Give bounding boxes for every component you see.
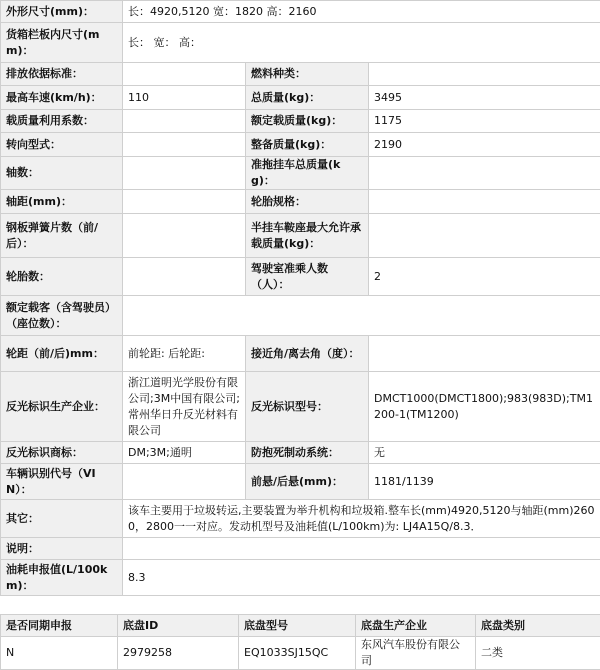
outline-dimensions-label: 外形尺寸(mm)： [1, 1, 123, 23]
wheelbase-value [123, 190, 246, 214]
chassis-header-cell: 底盘生产企业 [356, 615, 476, 637]
trailer-mass-value [369, 157, 600, 190]
note-value [123, 538, 600, 560]
reflector-brand-value: DM;3M;通明 [123, 442, 246, 464]
curb-mass-label: 整备质量(kg)： [246, 133, 369, 157]
chassis-header-cell: 底盘ID [118, 615, 239, 637]
saddle-load-label: 半挂车鞍座最大允许承载质量(kg)： [246, 214, 369, 258]
tire-count-value [123, 258, 246, 296]
tire-spec-label: 轮胎规格： [246, 190, 369, 214]
chassis-header-cell: 底盘型号 [239, 615, 356, 637]
rated-load-label: 额定载质量(kg)： [246, 110, 369, 133]
table-row [1, 637, 600, 670]
cargo-box-dimensions-value: 长： 宽： 高： [123, 23, 600, 63]
track-width-value: 前轮距: 后轮距: [123, 336, 246, 372]
vin-value [123, 464, 246, 500]
declared-fuel-consumption-label: 油耗申报值(L/100km)： [1, 560, 123, 596]
approach-angle-value [369, 336, 600, 372]
chassis-manufacturer: 东风汽车股份有限公司 [356, 637, 476, 670]
chassis-header-row [1, 615, 600, 637]
cargo-box-dimensions-label: 货箱栏板内尺寸(mm)： [1, 23, 123, 63]
load-utilization-value [123, 110, 246, 133]
max-speed-label: 最高车速(km/h)： [1, 86, 123, 110]
chassis-sync-declaration: N [1, 637, 118, 670]
wheelbase-label: 轴距(mm)： [1, 190, 123, 214]
reflector-maker-label: 反光标识生产企业： [1, 372, 123, 442]
rated-passengers-label: 额定载客（含驾驶员）（座位数）： [1, 296, 123, 336]
leaf-spring-label: 钢板弹簧片数（前/后）： [1, 214, 123, 258]
overhang-label: 前悬/后悬(mm)： [246, 464, 369, 500]
outline-dimensions-value: 长：4920,5120 宽：1820 高：2160 [123, 1, 600, 23]
reflector-model-value: DMCT1000(DMCT1800);983(983D);TM1200-1(TM1200) [369, 372, 600, 442]
reflector-brand-label: 反光标识商标： [1, 442, 123, 464]
load-utilization-label: 载质量利用系数： [1, 110, 123, 133]
chassis-header-cell: 底盘类别 [476, 615, 600, 637]
declared-fuel-consumption-value: 8.3 [123, 560, 600, 596]
saddle-load-value [369, 214, 600, 258]
steering-type-label: 转向型式： [1, 133, 123, 157]
axle-count-value [123, 157, 246, 190]
rated-load-value: 1175 [369, 110, 600, 133]
chassis-model: EQ1033SJ15QC [239, 637, 356, 670]
abs-label: 防抱死制动系统： [246, 442, 369, 464]
vin-label: 车辆识别代号（VIN）： [1, 464, 123, 500]
note-label: 说明： [1, 538, 123, 560]
reflector-maker-value: 浙江道明光学股份有限公司;3M中国有限公司;常州华日升反光材料有限公司 [123, 372, 246, 442]
fuel-type-value [369, 63, 600, 86]
curb-mass-value: 2190 [369, 133, 600, 157]
emission-standard-label: 排放依据标准： [1, 63, 123, 86]
cab-seats-value: 2 [369, 258, 600, 296]
abs-value: 无 [369, 442, 600, 464]
overhang-value: 1181/1139 [369, 464, 600, 500]
leaf-spring-value [123, 214, 246, 258]
tire-count-label: 轮胎数： [1, 258, 123, 296]
reflector-model-label: 反光标识型号： [246, 372, 369, 442]
approach-angle-label: 接近角/离去角（度）： [246, 336, 369, 372]
total-mass-label: 总质量(kg)： [246, 86, 369, 110]
axle-count-label: 轴数： [1, 157, 123, 190]
fuel-type-label: 燃料种类： [246, 63, 369, 86]
track-width-label: 轮距（前/后)mm： [1, 336, 123, 372]
chassis-header-cell: 是否同期申报 [1, 615, 118, 637]
emission-standard-value [123, 63, 246, 86]
chassis-id: 2979258 [118, 637, 239, 670]
other-info-label: 其它： [1, 500, 123, 538]
trailer-mass-label: 准拖挂车总质量(kg)： [246, 157, 369, 190]
steering-type-value [123, 133, 246, 157]
rated-passengers-value [123, 296, 600, 336]
max-speed-value: 110 [123, 86, 246, 110]
cab-seats-label: 驾驶室准乘人数（人）： [246, 258, 369, 296]
total-mass-value: 3495 [369, 86, 600, 110]
other-info-value: 该车主要用于垃圾转运,主要装置为举升机构和垃圾箱.整车长(mm)4920,5120与轴距(mm)2600，2800一一对应。发动机型号及油耗值(L/100km)为: LJ4A15Q/8.3． [123, 500, 600, 538]
chassis-category: 二类 [476, 637, 600, 670]
tire-spec-value [369, 190, 600, 214]
